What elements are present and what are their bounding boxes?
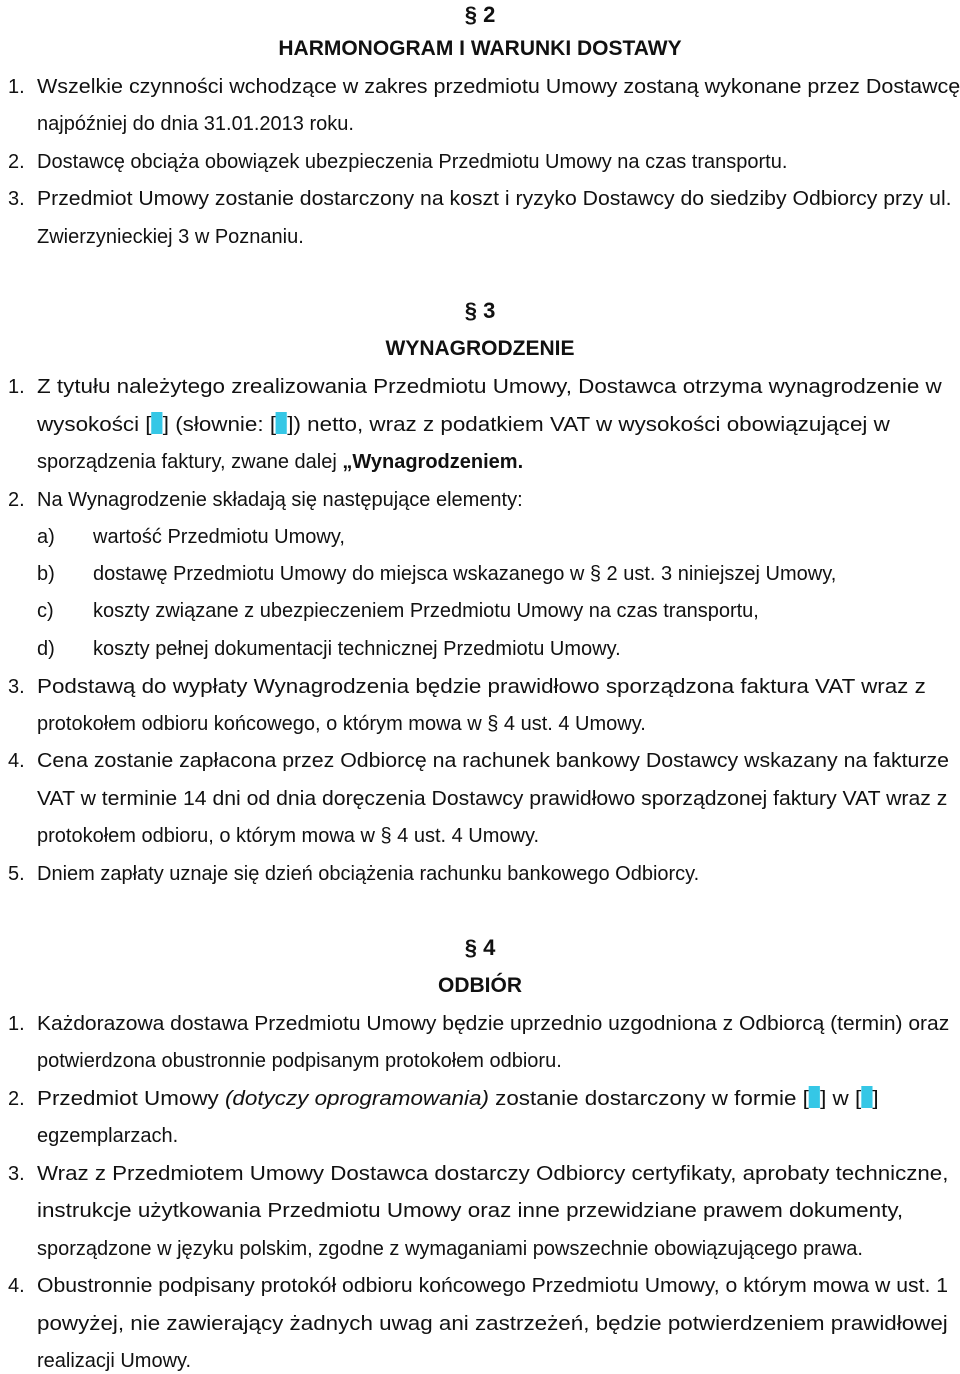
- paragraph-line: wysokości [ ] (słownie: [ ]) netto, wraz z podatkiem VAT w wysokości obowiązującej w: [37, 414, 890, 436]
- paragraph-line: potwierdzona obustronnie podpisanym protokołem odbioru.: [37, 1050, 562, 1072]
- subitem-text: koszty związane z ubezpieczeniem Przedmiotu Umowy na czas transportu,: [93, 600, 759, 622]
- paragraph-line: VAT w terminie 14 dni od dnia doręczenia Dostawcy prawidłowo sporządzonej faktury VAT wraz z: [37, 788, 948, 810]
- paragraph-line: Dostawcę obciąża obowiązek ubezpieczenia Przedmiotu Umowy na czas transportu.: [37, 151, 788, 173]
- paragraph-line: instrukcje użytkowania Przedmiotu Umowy oraz inne przewidziane prawem dokumenty,: [37, 1200, 904, 1222]
- paragraph-line: Z tytułu należytego zrealizowania Przedmiotu Umowy, Dostawca otrzyma wynagrodzenie w: [37, 376, 942, 398]
- paragraph-line: Wszelkie czynności wchodzące w zakres przedmiotu Umowy zostaną wykonane przez Dostawcę: [37, 76, 960, 98]
- paragraph-line: Podstawą do wypłaty Wynagrodzenia będzie prawidłowo sporządzona faktura VAT wraz z: [37, 676, 926, 698]
- section-2-heading: § 2: [464, 2, 496, 27]
- subitem-text: wartość Przedmiotu Umowy,: [93, 526, 345, 548]
- paragraph-line: Zwierzynieckiej 3 w Poznaniu.: [37, 226, 304, 248]
- paragraph-line: sporządzone w języku polskim, zgodne z wymaganiami powszechnie obowiązującego prawa.: [37, 1238, 863, 1260]
- item-number: 3.: [8, 1163, 25, 1185]
- subitem-label: b): [37, 563, 55, 585]
- blank-form-field[interactable]: [809, 1086, 820, 1108]
- section-3-heading: § 3: [464, 298, 496, 323]
- section-4-heading: § 4: [464, 935, 496, 960]
- paragraph-line: Wraz z Przedmiotem Umowy Dostawca dostarczy Odbiorcy certyfikaty, aprobaty techniczne,: [37, 1163, 949, 1185]
- subitem-text: koszty pełnej dokumentacji technicznej Przedmiotu Umowy.: [93, 638, 621, 660]
- paragraph-line: egzemplarzach.: [37, 1125, 179, 1147]
- paragraph-line: najpóźniej do dnia 31.01.2013 roku.: [37, 113, 354, 135]
- paragraph-line: protokołem odbioru końcowego, o którym mowa w § 4 ust. 4 Umowy.: [37, 713, 646, 735]
- section-2-title: HARMONOGRAM I WARUNKI DOSTAWY: [278, 37, 682, 60]
- paragraph-line: Na Wynagrodzenie składają się następujące elementy:: [37, 489, 523, 511]
- paragraph-line: Przedmiot Umowy zostanie dostarczony na koszt i ryzyko Dostawcy do siedziby Odbiorcy przy ul.: [37, 188, 952, 210]
- item-number: 3.: [8, 676, 25, 698]
- paragraph-line: sporządzenia faktury, zwane dalej „Wynagrodzeniem.: [37, 451, 524, 473]
- blank-amount-field[interactable]: [152, 412, 163, 434]
- subitem-label: a): [37, 526, 55, 548]
- paragraph-line: Każdorazowa dostawa Przedmiotu Umowy będzie uprzednio uzgodniona z Odbiorcą (termin) oraz: [37, 1013, 950, 1035]
- item-number: 2.: [8, 1088, 25, 1110]
- item-number: 2.: [8, 489, 25, 511]
- blank-amount-words-field[interactable]: [276, 412, 287, 434]
- item-number: 5.: [8, 863, 25, 885]
- paragraph-line: realizacji Umowy.: [37, 1350, 192, 1372]
- paragraph-line: powyżej, nie zawierający żadnych uwag ani zastrzeżeń, będzie potwierdzeniem prawidłowej: [37, 1313, 948, 1335]
- subitem-text: dostawę Przedmiotu Umowy do miejsca wskazanego w § 2 ust. 3 niniejszej Umowy,: [93, 563, 837, 585]
- item-number: 4.: [8, 750, 25, 772]
- paragraph-line: Obustronnie podpisany protokół odbioru końcowego Przedmiotu Umowy, o którym mowa w ust. 1: [37, 1275, 949, 1297]
- paragraph-line: Cena zostanie zapłacona przez Odbiorcę na rachunek bankowy Dostawcy wskazany na fakturze: [37, 750, 949, 772]
- item-number: 3.: [8, 188, 25, 210]
- paragraph-line: Dniem zapłaty uznaje się dzień obciążenia rachunku bankowego Odbiorcy.: [37, 863, 700, 885]
- blank-copies-field[interactable]: [861, 1086, 872, 1108]
- subitem-label: c): [37, 600, 54, 622]
- section-4-title: ODBIÓR: [438, 974, 522, 997]
- item-number: 1.: [8, 76, 25, 98]
- item-number: 1.: [8, 376, 25, 398]
- item-number: 1.: [8, 1013, 25, 1035]
- item-number: 2.: [8, 151, 25, 173]
- item-number: 4.: [8, 1275, 25, 1297]
- paragraph-line: protokołem odbioru, o którym mowa w § 4 ust. 4 Umowy.: [37, 825, 540, 847]
- paragraph-line: Przedmiot Umowy (dotyczy oprogramowania) zostanie dostarczony w formie [ ] w [ ]: [37, 1088, 879, 1110]
- subitem-label: d): [37, 638, 55, 660]
- section-3-title: WYNAGRODZENIE: [385, 337, 575, 360]
